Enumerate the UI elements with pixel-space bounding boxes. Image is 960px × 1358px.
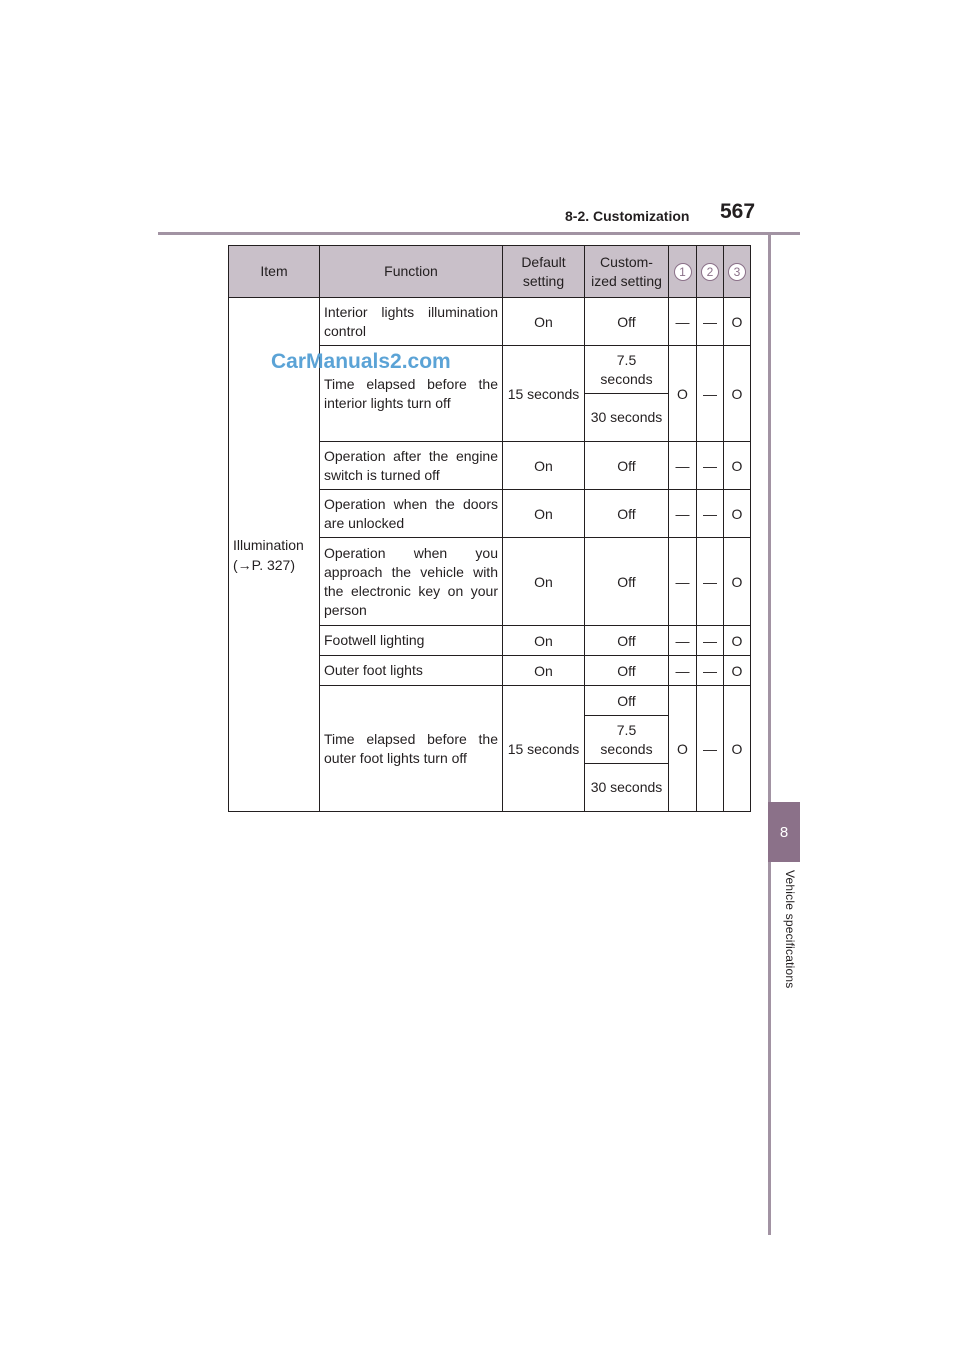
item-label: Illumination [233, 536, 304, 553]
chapter-number: 8 [779, 823, 789, 841]
custom-cell: Off [585, 656, 669, 686]
col1-cell: O [669, 686, 697, 812]
custom-cell: Off [585, 490, 669, 538]
header-item: Item [229, 246, 320, 298]
col2-cell: — [697, 626, 724, 656]
number-badge-2: 2 [701, 263, 719, 281]
header-default: Default setting [503, 246, 585, 298]
header-divider [158, 232, 800, 235]
col1-cell: O [669, 346, 697, 442]
col3-cell: O [724, 490, 751, 538]
col1-cell: — [669, 298, 697, 346]
default-cell: On [503, 490, 585, 538]
function-cell: Operation after the engine switch is turned off [320, 442, 503, 490]
custom-cell: 7.5 seconds [585, 346, 669, 394]
function-cell: Footwell lighting [320, 626, 503, 656]
col2-cell: — [697, 442, 724, 490]
custom-cell: Off [585, 298, 669, 346]
default-cell: On [503, 442, 585, 490]
table-row [229, 298, 751, 346]
custom-cell: Off [585, 538, 669, 626]
col3-cell: O [724, 656, 751, 686]
default-cell: 15 seconds [503, 686, 585, 812]
header-col-2 [697, 246, 724, 298]
table-header-row [229, 246, 751, 298]
col1-cell: — [669, 490, 697, 538]
col2-cell: — [697, 538, 724, 626]
function-cell: Interior lights illumination control [320, 298, 503, 346]
function-cell: Time elapsed before the interior lights turn off [320, 346, 503, 442]
col2-cell: — [697, 298, 724, 346]
custom-cell: 30 seconds [585, 764, 669, 812]
col3-cell: O [724, 298, 751, 346]
header-function: Function [320, 246, 503, 298]
function-cell: Operation when you approach the vehicle with the electronic key on your person [320, 538, 503, 626]
header-col-1 [669, 246, 697, 298]
default-cell: On [503, 656, 585, 686]
chapter-title: Vehicle specifications [783, 870, 797, 989]
custom-cell: Off [585, 626, 669, 656]
default-cell: On [503, 538, 585, 626]
col3-cell: O [724, 686, 751, 812]
col2-cell: — [697, 490, 724, 538]
col3-cell: O [724, 346, 751, 442]
col3-cell: O [724, 538, 751, 626]
number-badge-3: 3 [728, 263, 746, 281]
col2-cell: — [697, 656, 724, 686]
col3-cell: O [724, 626, 751, 656]
default-cell: 15 seconds [503, 346, 585, 442]
page-number: 567 [720, 200, 756, 223]
col3-cell: O [724, 442, 751, 490]
col1-cell: — [669, 656, 697, 686]
item-cell [229, 298, 320, 812]
custom-cell: Off [585, 686, 669, 716]
header-col-3 [724, 246, 751, 298]
number-badge-1: 1 [674, 263, 692, 281]
col1-cell: — [669, 626, 697, 656]
section-title: 8-2. Customization [565, 208, 690, 224]
watermark-text: CarManuals2.com [271, 350, 451, 373]
col1-cell: — [669, 442, 697, 490]
default-cell: On [503, 298, 585, 346]
function-cell: Time elapsed before the outer foot lights turn off [320, 686, 503, 812]
col2-cell: — [697, 686, 724, 812]
col1-cell: — [669, 538, 697, 626]
customization-table [228, 245, 751, 812]
item-reference: (→P. 327) [233, 556, 295, 573]
function-cell: Outer foot lights [320, 656, 503, 686]
custom-cell: 30 seconds [585, 394, 669, 442]
side-divider [768, 235, 771, 1235]
col2-cell: — [697, 346, 724, 442]
chapter-tab [768, 802, 800, 862]
default-cell: On [503, 626, 585, 656]
custom-cell: 7.5 seconds [585, 716, 669, 764]
header-custom: Custom-ized setting [585, 246, 669, 298]
custom-cell: Off [585, 442, 669, 490]
function-cell: Operation when the doors are unlocked [320, 490, 503, 538]
